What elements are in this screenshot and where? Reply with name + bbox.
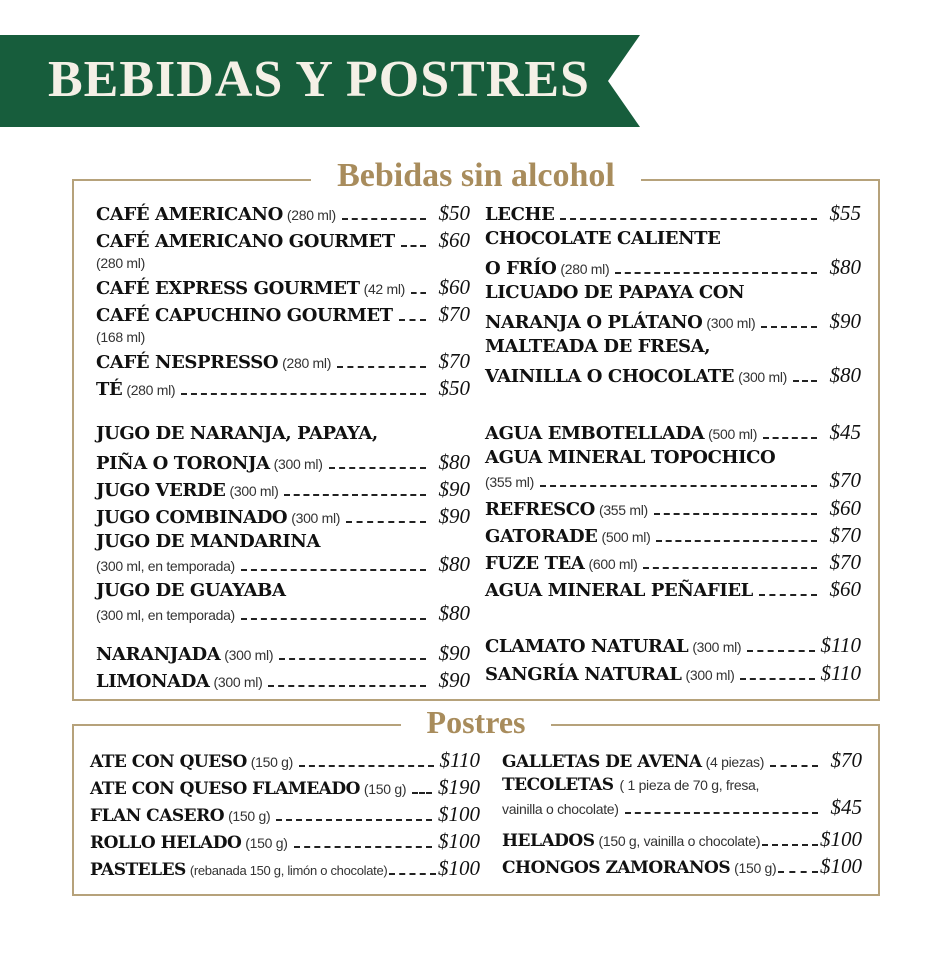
item-name: MALTEADA DE FRESA,: [485, 336, 711, 357]
item-name: JUGO VERDE: [96, 480, 226, 501]
item-size: (150 g): [245, 835, 288, 851]
item-name: TECOLETAS: [502, 775, 614, 795]
item-price: $55: [829, 201, 861, 225]
postres-right-column: [502, 748, 862, 881]
dotted-leader: [740, 677, 814, 680]
item-price: $110: [439, 748, 480, 772]
item-size: (42 ml): [363, 281, 406, 297]
menu-item: [485, 523, 861, 550]
item-price: $70: [830, 748, 862, 772]
item-price: $80: [438, 552, 470, 576]
menu-item: [485, 661, 861, 688]
item-size: (300 ml): [706, 315, 756, 331]
item-price: $190: [438, 775, 480, 799]
dotted-leader: [337, 365, 426, 368]
item-price: $110: [820, 661, 861, 685]
item-name: ATE CON QUESO FLAMEADO: [90, 779, 360, 799]
item-size: (150 g, vainilla o chocolate): [598, 833, 761, 849]
item-name: AGUA EMBOTELLADA: [485, 423, 705, 444]
item-name: LICUADO DE PAPAYA CON: [485, 282, 745, 303]
item-name: SANGRÍA NATURAL: [485, 664, 682, 685]
menu-item: [96, 580, 470, 629]
item-name: LIMONADA: [96, 671, 210, 692]
dotted-leader: [294, 845, 432, 848]
dotted-leader: [411, 291, 426, 294]
dotted-leader: [276, 818, 432, 821]
dotted-leader: [399, 318, 426, 321]
menu-item: [96, 302, 470, 349]
item-size: (280 ml): [282, 355, 332, 371]
postres-left-column: [90, 748, 480, 883]
item-name: NARANJA O PLÁTANO: [485, 312, 703, 333]
postres-section: [72, 704, 880, 896]
menu-item: [502, 775, 862, 827]
dotted-leader: [625, 811, 818, 814]
item-size: (rebanada 150 g, limón o chocolate): [189, 863, 388, 878]
dotted-leader: [329, 466, 426, 469]
item-size: (280 ml): [286, 207, 336, 223]
item-price: $50: [438, 201, 470, 225]
item-price: $80: [438, 450, 470, 474]
menu-item: [485, 255, 861, 282]
menu-item: [90, 748, 480, 775]
menu-item: [502, 854, 862, 881]
item-size: (355 ml): [598, 502, 648, 518]
item-price: $90: [438, 668, 470, 692]
item-price: $100: [820, 854, 862, 878]
item-name: TÉ: [96, 379, 123, 400]
item-price: $80: [829, 255, 861, 279]
menu-item: [96, 228, 470, 275]
item-name: PIÑA O TORONJA: [96, 453, 270, 474]
menu-item: [96, 450, 470, 477]
item-price: $80: [438, 601, 470, 625]
item-name: O FRÍO: [485, 258, 557, 279]
item-size: (4 piezas): [705, 754, 765, 770]
item-price: $80: [829, 363, 861, 387]
item-size: (150 g): [250, 754, 294, 770]
item-price: $110: [820, 633, 861, 657]
bebidas-title: Bebidas sin alcohol: [74, 157, 878, 195]
dotted-leader: [762, 843, 818, 846]
dotted-leader: [346, 520, 426, 523]
dotted-leader: [401, 244, 426, 247]
item-price: $100: [820, 827, 862, 851]
item-name: LECHE: [485, 204, 555, 225]
item-name: JUGO DE NARANJA, PAPAYA,: [96, 423, 378, 444]
item-name: VAINILLA O CHOCOLATE: [485, 366, 735, 387]
item-price: $100: [438, 856, 480, 880]
page-title: BEBIDAS Y POSTRES: [48, 51, 590, 108]
item-size: (300 ml): [229, 483, 279, 499]
item-name: CHOCOLATE CALIENTE: [485, 228, 721, 249]
menu-item: [485, 309, 861, 336]
item-name: CLAMATO NATURAL: [485, 636, 689, 657]
menu-item: [485, 447, 861, 496]
dotted-leader: [763, 436, 817, 439]
item-name: CAFÉ AMERICANO GOURMET: [96, 231, 395, 252]
item-price: $70: [829, 468, 861, 492]
item-size: (300 ml): [685, 667, 735, 683]
menu-item: [485, 577, 861, 604]
item-name: FLAN CASERO: [90, 806, 225, 826]
item-price: $60: [829, 496, 861, 520]
menu-item: [96, 423, 470, 450]
item-size: (300 ml, en temporada): [96, 558, 235, 574]
menu-item: [485, 550, 861, 577]
item-price: $70: [438, 349, 470, 373]
item-price: $50: [438, 376, 470, 400]
item-name: HELADOS: [502, 831, 595, 851]
menu-item: [485, 228, 861, 255]
item-size: (300 ml): [692, 639, 742, 655]
item-price: $90: [829, 309, 861, 333]
item-name: CAFÉ EXPRESS GOURMET: [96, 278, 360, 299]
item-size: vainilla o chocolate): [502, 801, 619, 817]
menu-item: [485, 633, 861, 661]
item-size: (280 ml): [96, 255, 145, 271]
dotted-leader: [560, 217, 817, 220]
menu-item: [96, 376, 470, 403]
dotted-leader: [793, 379, 817, 382]
item-name: AGUA MINERAL PEÑAFIEL: [485, 580, 753, 601]
item-size: (500 ml): [601, 529, 651, 545]
item-price: $60: [438, 228, 470, 252]
item-size: (300 ml): [738, 369, 788, 385]
item-size: (300 ml): [273, 456, 323, 472]
menu-item: [96, 641, 470, 668]
dotted-leader: [615, 271, 817, 274]
dotted-leader: [299, 764, 434, 767]
dotted-leader: [747, 649, 814, 652]
menu-item: [90, 802, 480, 829]
item-size: (280 ml): [126, 382, 176, 398]
item-size: (300 ml): [213, 674, 263, 690]
menu-item: [485, 282, 861, 309]
item-name: JUGO DE MANDARINA: [96, 531, 321, 552]
item-size: (300 ml, en temporada): [96, 607, 235, 623]
item-price: $90: [438, 504, 470, 528]
item-size: (300 ml): [224, 647, 274, 663]
item-name: FUZE TEA: [485, 553, 585, 574]
menu-item: [96, 275, 470, 302]
menu-item: [90, 856, 480, 883]
dotted-leader: [284, 493, 426, 496]
item-name: CAFÉ CAPUCHINO GOURMET: [96, 305, 393, 326]
menu-item: [502, 827, 862, 854]
item-price: $100: [438, 802, 480, 826]
item-name: ROLLO HELADO: [90, 833, 242, 853]
item-size: (150 g): [228, 808, 271, 824]
menu-item: [90, 775, 480, 802]
item-name: GALLETAS DE AVENA: [502, 752, 702, 772]
menu-item: [96, 201, 470, 228]
menu-item: [485, 496, 861, 523]
item-name: CHONGOS ZAMORANOS: [502, 858, 731, 878]
dotted-leader: [761, 325, 817, 328]
item-size: (280 ml): [560, 261, 610, 277]
item-name: AGUA MINERAL TOPOCHICO: [485, 447, 776, 468]
item-price: $70: [438, 302, 470, 326]
item-name: PASTELES: [90, 860, 186, 880]
dotted-leader: [241, 568, 426, 571]
item-price: $70: [829, 523, 861, 547]
dotted-leader: [770, 764, 818, 767]
item-price: $70: [829, 550, 861, 574]
bebidas-section: [72, 157, 880, 701]
menu-item: [485, 363, 861, 390]
menu-item: [96, 531, 470, 580]
item-price: $100: [438, 829, 480, 853]
menu-item: [485, 201, 861, 228]
item-name: CAFÉ AMERICANO: [96, 204, 283, 225]
item-size: (150 g): [734, 860, 777, 876]
menu-item: [90, 829, 480, 856]
item-size: (500 ml): [708, 426, 758, 442]
item-name: JUGO COMBINADO: [96, 507, 288, 528]
item-name: JUGO DE GUAYABA: [96, 580, 286, 601]
dotted-leader: [279, 657, 426, 660]
item-price: $60: [829, 577, 861, 601]
dotted-leader: [643, 566, 817, 569]
dotted-leader: [656, 539, 817, 542]
bebidas-left-column: [96, 201, 470, 695]
menu-item: [96, 477, 470, 504]
dotted-leader: [778, 870, 818, 873]
item-price: $90: [438, 477, 470, 501]
dotted-leader: [268, 684, 426, 687]
item-name: ATE CON QUESO: [90, 752, 247, 772]
menu-item: [96, 349, 470, 376]
bebidas-right-column: [485, 201, 861, 688]
item-size: (168 ml): [96, 329, 145, 345]
item-price: $45: [830, 795, 862, 819]
item-price: $60: [438, 275, 470, 299]
postres-title: Postres: [74, 704, 878, 741]
menu-item: [485, 336, 861, 363]
dotted-leader: [759, 593, 817, 596]
menu-item: [502, 748, 862, 775]
item-size: (600 ml): [588, 556, 638, 572]
item-size: ( 1 pieza de 70 g, fresa,: [619, 777, 760, 793]
item-price: $90: [438, 641, 470, 665]
item-size: (355 ml): [485, 474, 534, 490]
dotted-leader: [241, 617, 426, 620]
dotted-leader: [540, 484, 817, 487]
item-name: CAFÉ NESPRESSO: [96, 352, 279, 373]
dotted-leader: [181, 392, 426, 395]
menu-item: [96, 668, 470, 695]
item-size: (150 g): [363, 781, 407, 797]
item-price: $45: [829, 420, 861, 444]
item-size: (300 ml): [291, 510, 341, 526]
item-name: GATORADE: [485, 526, 598, 547]
dotted-leader: [654, 512, 817, 515]
dotted-leader: [342, 217, 426, 220]
item-name: REFRESCO: [485, 499, 595, 520]
dotted-leader: [412, 791, 432, 794]
dotted-leader: [389, 872, 436, 875]
menu-item: [485, 420, 861, 447]
item-name: NARANJADA: [96, 644, 221, 665]
menu-item: [96, 504, 470, 531]
